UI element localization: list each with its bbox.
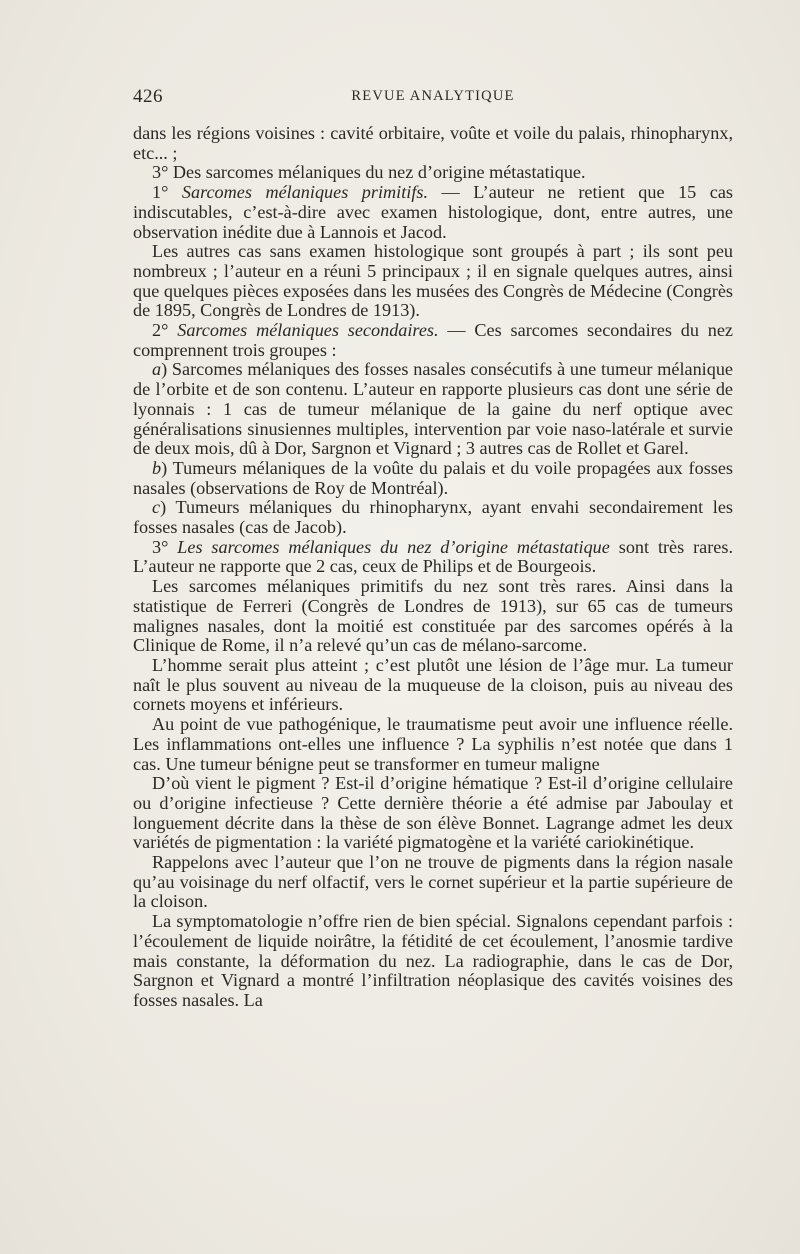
paragraph <box>133 715 733 774</box>
paragraph-text: 3° Des sarcomes mélaniques du nez d’origine métastatique. <box>152 162 586 183</box>
section-heading: Sarcomes mélaniques secondaires. <box>177 320 439 341</box>
paragraph-text: La symptomatologie n’offre rien de bien spécial. Signalons cependant parfois : l’écoulement de liquide noirâtre, la fétidité de cet écoulement, l’anosmie tardive mais constante, la déformation du nez. La radiographie, dans le cas de Dor, Sargnon et Vignard a montré l’infiltration néoplasique des cavités voisines des fosses nasales. La <box>133 911 733 1010</box>
paragraph-text: Au point de vue pathogénique, le traumatisme peut avoir une influence réelle. Les inflammations ont-elles une influence ? La syphilis n’est notée que dans 1 cas. Une tumeur bénigne peut se transformer en tumeur maligne <box>133 714 733 774</box>
paragraph <box>133 321 733 360</box>
page-number: 426 <box>133 86 163 107</box>
paragraph <box>133 774 733 853</box>
list-marker: b <box>152 457 162 478</box>
list-marker: c <box>152 497 161 518</box>
paragraph-text: sont très rares. L’auteur ne rapporte que 2 cas, ceux de Philips et de Bourgeois. <box>133 536 733 577</box>
paragraph-text: L’homme serait plus atteint ; c’est plutôt une lésion de l’âge mur. La tumeur naît le plus souvent au niveau de la muqueuse de la cloison, puis au niveau des cornets moyens et inférieurs. <box>133 654 733 715</box>
paragraph <box>133 124 733 163</box>
paragraph-text: ) Tumeurs mélaniques du rhinopharynx, ayant envahi secondairement les fosses nasales (cas de Jacob). <box>133 497 733 538</box>
paragraph-text: — L’auteur ne retient que 15 cas indiscutables, c’est-à-dire avec examen histologique, dont, entre autres, une observation inédite due à Lannois et Jacod. <box>133 182 734 242</box>
list-marker: a <box>152 359 162 380</box>
paragraph <box>133 498 733 537</box>
paragraph-text: Rappelons avec l’auteur que l’on ne trouve de pigments dans la région nasale qu’au voisinage du nerf olfactif, vers le cornet supérieur et la partie supérieure de la cloison. <box>133 852 733 912</box>
paragraph-text: ) Tumeurs mélaniques de la voûte du palais et du voile propagées aux fosses nasales (observations de Roy de Montréal). <box>133 457 733 498</box>
paragraph <box>133 242 733 321</box>
paragraph <box>133 656 733 715</box>
article-body <box>133 124 733 1011</box>
paragraph-text: Les sarcomes mélaniques primitifs du nez sont très rares. Ainsi dans la statistique de Ferreri (Congrès de Londres de 1913), sur 65 cas de tumeurs malignes nasales, dont la moitié est constituée par des sarcomes opérés à la Clinique de Rome, il n’a relevé qu’un cas de mélano-sarcome. <box>133 576 733 656</box>
paragraph-text: ) Sarcomes mélaniques des fosses nasales consécutifs à une tumeur mélanique de l’orbite et de son contenu. L’auteur en rapporte plusieurs cas dont une série de lyonnais : 1 cas de tumeur mélanique de la gaine du nerf optique avec généralisations sinusiennes multiples, intervention par voie naso-latérale et survie de deux mois, dû à Dor, Sargnon et Vignard ; 3 autres cas de Rollet et Garel. <box>133 359 733 459</box>
paragraph <box>133 360 733 459</box>
paragraph-lead: 1° <box>152 182 182 203</box>
paragraph <box>133 577 733 656</box>
paragraph <box>133 853 733 912</box>
paragraph <box>133 163 733 183</box>
paragraph-text: D’où vient le pigment ? Est-il d’origine hématique ? Est-il d’origine cellulaire ou d’origine infectieuse ? Cette dernière théorie a été admise par Jaboulay et longuement décrite dans la thèse de son élève Bonnet. Lagrange admet les deux variétés de pigmentation : la variété pigmatogène et la variété cariokinétique. <box>133 773 733 853</box>
paragraph-text: Les autres cas sans examen histologique sont groupés à part ; ils sont peu nombreux ; l’auteur en a réuni 5 principaux ; il en signale quelques autres, ainsi que quelques pièces exposées dans les musées des Congrès de Médecine (Congrès de 1895, Congrès de Londres de 1913). <box>133 241 733 321</box>
running-head: REVUE ANALYTIQUE <box>351 88 515 104</box>
paragraph-lead: 3° <box>152 536 178 557</box>
section-heading: Les sarcomes mélaniques du nez d’origine métastatique <box>177 536 610 557</box>
paragraph-text: dans les régions voisines : cavité orbitaire, voûte et voile du palais, rhinopharynx, etc... ; <box>133 123 733 163</box>
paragraph <box>133 183 733 242</box>
section-heading: Sarcomes mélaniques primitifs. <box>181 182 428 203</box>
paragraph-lead: 2° <box>152 320 178 341</box>
paragraph <box>133 459 733 498</box>
page-header <box>133 86 733 110</box>
paragraph-text: — Ces sarcomes secondaires du nez comprennent trois groupes : <box>133 320 734 360</box>
paragraph <box>133 538 733 577</box>
paragraph <box>133 912 733 1011</box>
